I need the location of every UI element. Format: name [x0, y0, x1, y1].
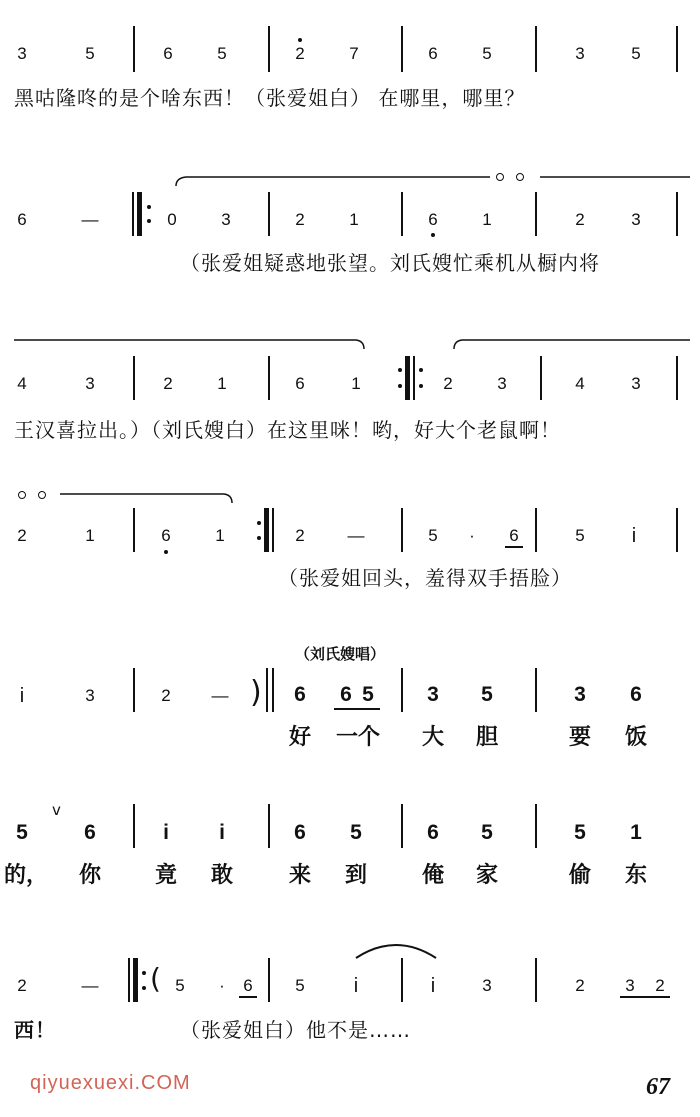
- note: 3: [631, 374, 641, 393]
- note: 5: [481, 683, 493, 706]
- page-number: 67: [646, 1074, 670, 1100]
- underline: [239, 996, 257, 998]
- note: 2: [575, 976, 585, 995]
- note: 3: [85, 686, 95, 705]
- stage-direction: （张爱姐回头，羞得双手捂脸）: [278, 566, 572, 590]
- note: 3: [221, 210, 231, 229]
- note: 3: [631, 210, 641, 229]
- lyric-char: 一个: [335, 725, 381, 750]
- repeat-start-thick: [133, 958, 138, 1002]
- note: 5: [16, 821, 28, 844]
- lyric-char: 偷: [568, 863, 592, 888]
- repeat-start-thin: [128, 958, 130, 1002]
- breath-mark: v: [52, 801, 61, 819]
- lyric-char: 饭: [624, 725, 648, 750]
- note: 3: [17, 44, 27, 63]
- note: 1: [85, 526, 95, 545]
- note: 5: [574, 821, 586, 844]
- note: 1: [215, 526, 225, 545]
- note: 2: [575, 210, 585, 229]
- note: 5: [175, 976, 185, 995]
- note: 2: [17, 976, 27, 995]
- note: 5: [575, 526, 585, 545]
- note: 6: [161, 526, 171, 545]
- note: 6: [340, 683, 352, 706]
- note: 6: [294, 683, 306, 706]
- note: 5: [631, 44, 641, 63]
- note: 7: [349, 44, 359, 63]
- note: 1: [630, 821, 642, 844]
- note: 6: [17, 210, 27, 229]
- note: 3: [85, 374, 95, 393]
- note: 3: [575, 44, 585, 63]
- lyric-char: 胆: [475, 725, 499, 750]
- note: 3: [482, 976, 492, 995]
- lyric-char: 好: [288, 725, 312, 750]
- note: 2: [161, 686, 171, 705]
- repeat-dot: [142, 986, 146, 990]
- lyric-char: 竟: [154, 863, 178, 888]
- bar-line: [401, 958, 403, 1002]
- lyric-char: 家: [475, 863, 499, 888]
- note: i: [631, 525, 637, 547]
- note: 5: [350, 821, 362, 844]
- note: 5: [85, 44, 95, 63]
- note: —: [81, 976, 99, 995]
- lyric-char: 东: [624, 863, 648, 888]
- note: 5: [481, 821, 493, 844]
- note: 6: [295, 374, 305, 393]
- note: 5: [362, 683, 374, 706]
- note: 3: [497, 374, 507, 393]
- note: 2: [295, 44, 305, 63]
- note: i: [163, 821, 169, 844]
- note: i: [353, 975, 359, 997]
- note: 6: [163, 44, 173, 63]
- note: 3: [427, 683, 439, 706]
- lyric-char: 到: [344, 863, 368, 888]
- note: 5: [482, 44, 492, 63]
- note: —: [211, 686, 229, 705]
- note: 2: [655, 976, 665, 995]
- note: 2: [295, 526, 305, 545]
- lyric-char: 敢: [210, 863, 234, 888]
- note: 5: [295, 976, 305, 995]
- note: i: [219, 821, 225, 844]
- note: 3: [574, 683, 586, 706]
- lyric-char: 要: [568, 725, 592, 750]
- lyric-char: 大: [421, 725, 445, 750]
- underline: [620, 996, 670, 998]
- note: 5: [428, 526, 438, 545]
- note: 6: [428, 44, 438, 63]
- lyric-line: 西！: [14, 1018, 56, 1042]
- note: 6: [630, 683, 642, 706]
- lyric-line: 黑咕隆咚的是个啥东西！（张爱姐白） 在哪里，哪里？: [14, 86, 526, 110]
- bar-line: [535, 958, 537, 1002]
- note: 1: [482, 210, 492, 229]
- stage-direction: （张爱姐白）他不是……: [180, 1018, 411, 1042]
- note: 1: [351, 374, 361, 393]
- dot-extension: ·: [469, 526, 475, 545]
- lyric-char: 来: [288, 863, 312, 888]
- bar-line: [268, 958, 270, 1002]
- note: 2: [295, 210, 305, 229]
- note: 5: [217, 44, 227, 63]
- note: 6: [428, 210, 438, 229]
- bracket-mark: ): [250, 675, 262, 710]
- stage-direction: （张爱姐疑惑地张望。刘氏嫂忙乘机从橱内将: [180, 251, 600, 275]
- note: i: [430, 975, 436, 997]
- note: 6: [243, 976, 253, 995]
- lyric-char: 俺: [421, 863, 445, 888]
- note: i: [19, 685, 25, 707]
- note: 6: [294, 821, 306, 844]
- note: 4: [575, 374, 585, 393]
- note: 0: [167, 210, 177, 229]
- note: 2: [163, 374, 173, 393]
- note: 1: [349, 210, 359, 229]
- lyric-char: 的，: [3, 863, 49, 888]
- repeat-dot: [142, 971, 146, 975]
- note: 2: [17, 526, 27, 545]
- note: 1: [217, 374, 227, 393]
- dot-extension: ·: [219, 976, 225, 995]
- note: 2: [443, 374, 453, 393]
- note: —: [81, 210, 99, 229]
- lyric-char: 你: [78, 863, 102, 888]
- note: —: [347, 526, 365, 545]
- note: 6: [427, 821, 439, 844]
- note: 6: [509, 526, 519, 545]
- singer-label: （刘氏嫂唱）: [295, 645, 386, 663]
- note: 3: [625, 976, 635, 995]
- stage-direction: 王汉喜拉出。）（刘氏嫂白）在这里咪！哟，好大个老鼠啊！: [14, 418, 561, 442]
- note: 6: [84, 821, 96, 844]
- bracket-mark: (: [150, 962, 161, 995]
- watermark: qiyuexuexi.COM: [30, 1072, 191, 1094]
- note: 4: [17, 374, 27, 393]
